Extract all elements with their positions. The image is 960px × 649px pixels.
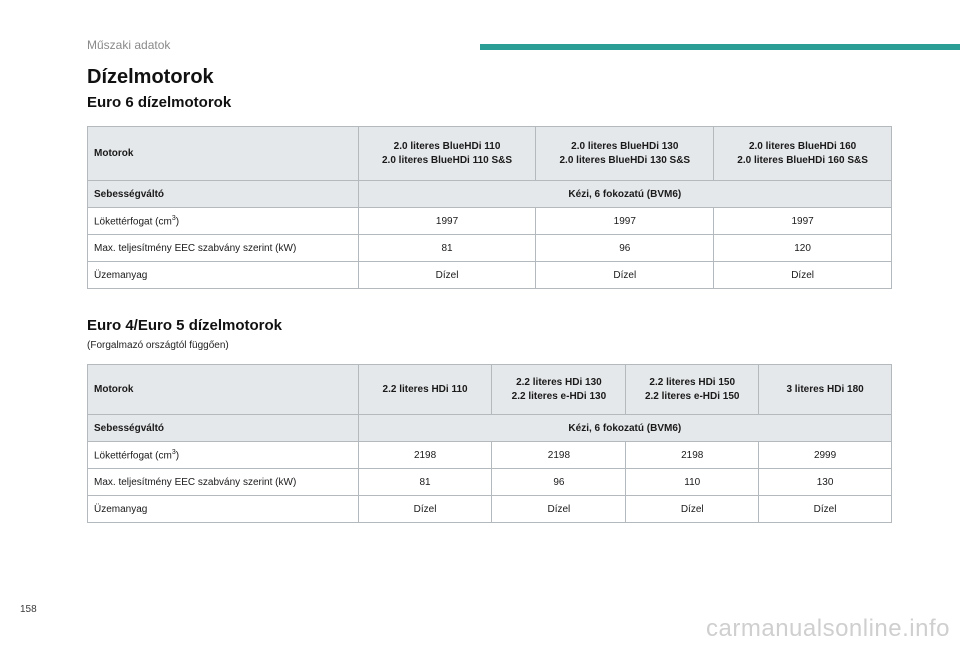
euro45-gearbox-label: Sebességváltó (88, 415, 359, 442)
table-row (88, 496, 892, 523)
euro45-engine-4: 3 literes HDi 180 (759, 365, 892, 415)
table-cell: 96 (536, 235, 714, 262)
row-label (88, 442, 359, 469)
euro45-header-label: Motorok (88, 365, 359, 415)
table-cell: 81 (358, 469, 492, 496)
euro45-gearbox-value: Kézi, 6 fokozatú (BVM6) (358, 415, 891, 442)
table-cell: 2198 (492, 442, 626, 469)
table-cell: 2999 (759, 442, 892, 469)
engine-line-2: 2.2 literes e-HDi 130 (511, 390, 607, 402)
table-cell: 110 (626, 469, 759, 496)
engine-line-1: 2.2 literes HDi 130 (516, 376, 602, 388)
euro6-gearbox-row (88, 181, 892, 208)
table-cell: Dízel (626, 496, 759, 523)
euro45-header-row (88, 365, 892, 415)
page-number: 158 (20, 604, 37, 615)
engine-line-1: 2.0 literes BlueHDi 160 (748, 140, 857, 152)
euro45-section-title: Euro 4/Euro 5 dízelmotorok (87, 317, 283, 334)
table-row (88, 262, 892, 289)
euro6-engine-1 (358, 127, 536, 181)
row-label-end: ) (175, 450, 180, 462)
euro6-engine-2 (536, 127, 714, 181)
table-cell: 2198 (358, 442, 492, 469)
euro6-header-row (88, 127, 892, 181)
engine-line-1: 2.0 literes BlueHDi 110 (393, 140, 501, 152)
row-label (88, 208, 359, 235)
table-cell: 120 (714, 235, 892, 262)
row-label: Max. teljesítmény EEC szabvány szerint (kW) (88, 235, 359, 262)
table-cell: Dízel (358, 496, 492, 523)
header-accent-bar (480, 44, 960, 50)
row-label: Max. teljesítmény EEC szabvány szerint (kW) (88, 469, 359, 496)
engine-line-1: 2.0 literes BlueHDi 130 (571, 140, 679, 152)
table-cell: Dízel (714, 262, 892, 289)
row-label: Üzemanyag (88, 496, 359, 523)
euro45-gearbox-row (88, 415, 892, 442)
table-row (88, 469, 892, 496)
row-label-end: ) (175, 216, 180, 228)
euro6-table (87, 126, 892, 289)
table-row (88, 235, 892, 262)
euro6-engine-3 (714, 127, 892, 181)
row-label-sup: 3 (171, 214, 176, 222)
euro6-section-title: Euro 6 dízelmotorok (87, 94, 232, 111)
euro6-gearbox-label: Sebességváltó (88, 181, 359, 208)
country-note: (Forgalmazó országtól függően) (87, 340, 229, 351)
row-label: Üzemanyag (88, 262, 359, 289)
euro6-header-label: Motorok (88, 127, 359, 181)
engine-line-1: 2.2 literes HDi 150 (649, 376, 736, 388)
euro6-gearbox-value: Kézi, 6 fokozatú (BVM6) (358, 181, 891, 208)
euro45-table (87, 364, 892, 523)
table-row (88, 442, 892, 469)
table-cell: 1997 (358, 208, 536, 235)
table-cell: 1997 (714, 208, 892, 235)
euro45-engine-2 (492, 365, 626, 415)
table-cell: 130 (759, 469, 892, 496)
table-cell: 81 (358, 235, 536, 262)
watermark-logo: carmanualsonline.info (706, 615, 950, 642)
table-cell: 2198 (626, 442, 759, 469)
row-label-text: Lökettérfogat (cm (94, 216, 172, 228)
table-cell: Dízel (358, 262, 536, 289)
table-cell: Dízel (759, 496, 892, 523)
table-cell: 96 (492, 469, 626, 496)
table-row (88, 208, 892, 235)
table-cell: Dízel (536, 262, 714, 289)
table-cell: Dízel (492, 496, 626, 523)
engine-line-2: 2.2 literes e-HDi 150 (644, 390, 740, 402)
section-header: Műszaki adatok (87, 38, 171, 52)
table-cell: 1997 (536, 208, 714, 235)
engine-line-2: 2.0 literes BlueHDi 160 S&S (737, 154, 868, 166)
euro45-engine-1: 2.2 literes HDi 110 (358, 365, 492, 415)
page-title: Dízelmotorok (87, 66, 214, 88)
euro45-engine-3 (626, 365, 759, 415)
engine-line-2: 2.0 literes BlueHDi 110 S&S (382, 154, 513, 166)
engine-line-2: 2.0 literes BlueHDi 130 S&S (559, 154, 691, 166)
row-label-sup: 3 (171, 448, 176, 456)
row-label-text: Lökettérfogat (cm (94, 450, 172, 462)
